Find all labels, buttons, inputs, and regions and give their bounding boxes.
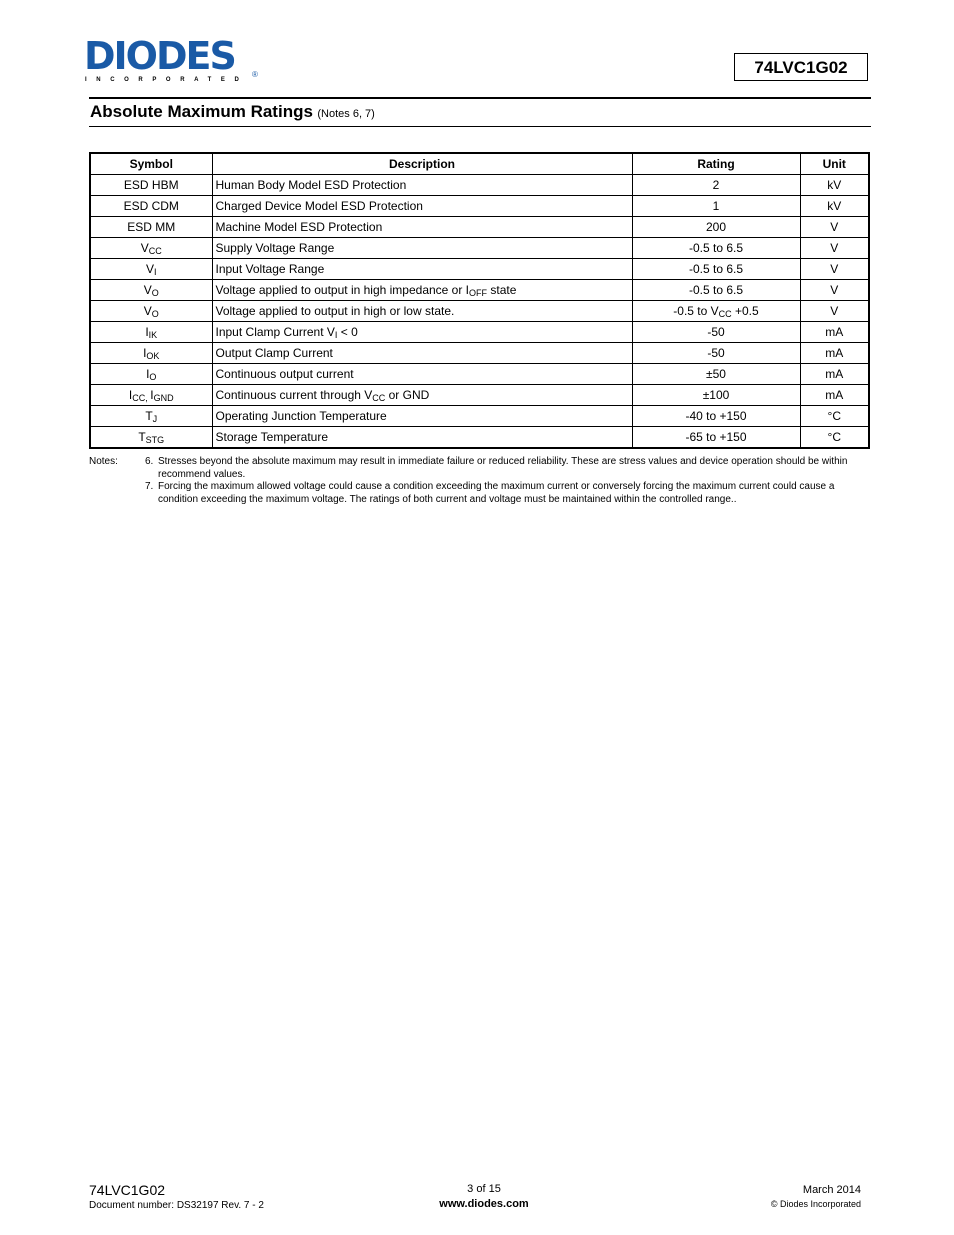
cell-description: Operating Junction Temperature bbox=[212, 406, 632, 427]
cell-rating: ±100 bbox=[632, 385, 800, 406]
cell-description: Human Body Model ESD Protection bbox=[212, 175, 632, 196]
section-rule bbox=[89, 126, 871, 127]
cell-symbol: ESD CDM bbox=[90, 196, 212, 217]
cell-rating: -65 to +150 bbox=[632, 427, 800, 449]
table-row bbox=[90, 175, 869, 196]
section-notes-ref: (Notes 6, 7) bbox=[317, 108, 375, 120]
part-number-box: 74LVC1G02 bbox=[734, 53, 868, 81]
header-unit: Unit bbox=[800, 153, 869, 175]
cell-description: Continuous output current bbox=[212, 364, 632, 385]
cell-rating: 200 bbox=[632, 217, 800, 238]
note-item bbox=[145, 456, 857, 481]
table-header-row bbox=[90, 153, 869, 175]
footer-document-number: Document number: DS32197 Rev. 7 - 2 bbox=[89, 1200, 264, 1211]
cell-rating: -0.5 to 6.5 bbox=[632, 259, 800, 280]
logo-subtitle: INCORPORATED bbox=[85, 77, 249, 83]
cell-description: Storage Temperature bbox=[212, 427, 632, 449]
cell-unit: mA bbox=[800, 364, 869, 385]
cell-unit: V bbox=[800, 238, 869, 259]
cell-symbol: $T_J$ bbox=[90, 406, 212, 427]
cell-description: Charged Device Model ESD Protection bbox=[212, 196, 632, 217]
note-item bbox=[145, 481, 857, 506]
note-text: Forcing the maximum allowed voltage could cause a condition exceeding the maximum current or conversely forcing the maximum current could cause a condition exceeding the maximum voltage. The ratings of both current and voltage must be maintained within the controlled range.. bbox=[158, 481, 835, 505]
cell-description: Continuous current through $V_{CC}$ or GND bbox=[212, 385, 632, 406]
cell-rating: 1 bbox=[632, 196, 800, 217]
table-row bbox=[90, 322, 869, 343]
section-title bbox=[90, 102, 375, 122]
cell-symbol: $T_{STG}$ bbox=[90, 427, 212, 449]
diodes-logo bbox=[84, 34, 264, 86]
note-number: 7. bbox=[145, 481, 154, 492]
cell-rating: -0.5 to $V_{CC} +0.5$ bbox=[632, 301, 800, 322]
cell-rating: ±50 bbox=[632, 364, 800, 385]
cell-description: Input Voltage Range bbox=[212, 259, 632, 280]
header-rule bbox=[89, 97, 871, 99]
table-row bbox=[90, 427, 869, 449]
cell-unit: kV bbox=[800, 196, 869, 217]
logo-registered-mark: ® bbox=[252, 70, 258, 79]
table-row bbox=[90, 301, 869, 322]
cell-unit: V bbox=[800, 217, 869, 238]
cell-symbol: $I_{CC,}$ $I_{GND}$ bbox=[90, 385, 212, 406]
cell-symbol: $V_I$ bbox=[90, 259, 212, 280]
table-row bbox=[90, 238, 869, 259]
note-number: 6. bbox=[145, 456, 154, 467]
header-rating: Rating bbox=[632, 153, 800, 175]
cell-unit: °C bbox=[800, 406, 869, 427]
table-row bbox=[90, 343, 869, 364]
table-row bbox=[90, 385, 869, 406]
cell-unit: kV bbox=[800, 175, 869, 196]
footer-date: March 2014 bbox=[802, 1184, 861, 1196]
footer-copyright: © Diodes Incorporated bbox=[770, 1199, 861, 1209]
cell-rating: 2 bbox=[632, 175, 800, 196]
cell-description: Supply Voltage Range bbox=[212, 238, 632, 259]
table-row bbox=[90, 217, 869, 238]
table-row bbox=[90, 364, 869, 385]
footer-page-number: 3 of 15 bbox=[467, 1183, 501, 1195]
cell-symbol: $I_O$ bbox=[90, 364, 212, 385]
note-text: Stresses beyond the absolute maximum may result in immediate failure or reduced reliability. These are stress values and device operation should be within recommend values. bbox=[158, 456, 848, 480]
cell-unit: mA bbox=[800, 385, 869, 406]
cell-symbol: $V_O$ bbox=[90, 280, 212, 301]
logo-wordmark: DIODES bbox=[84, 34, 235, 78]
notes-label: Notes: bbox=[89, 456, 118, 467]
footer-website-link[interactable]: www.diodes.com bbox=[439, 1198, 529, 1210]
cell-description: Voltage applied to output in high or low state. bbox=[212, 301, 632, 322]
cell-unit: V bbox=[800, 301, 869, 322]
cell-rating: -0.5 to 6.5 bbox=[632, 280, 800, 301]
header-description: Description bbox=[212, 153, 632, 175]
header-symbol: Symbol bbox=[90, 153, 212, 175]
cell-rating: -40 to +150 bbox=[632, 406, 800, 427]
cell-unit: °C bbox=[800, 427, 869, 449]
footer-part-number: 74LVC1G02 bbox=[89, 1182, 166, 1198]
cell-symbol: ESD MM bbox=[90, 217, 212, 238]
cell-symbol: $I_{OK}$ bbox=[90, 343, 212, 364]
table-row bbox=[90, 280, 869, 301]
cell-description: Machine Model ESD Protection bbox=[212, 217, 632, 238]
cell-rating: -50 bbox=[632, 343, 800, 364]
cell-rating: -50 bbox=[632, 322, 800, 343]
cell-symbol: $I_{IK}$ bbox=[90, 322, 212, 343]
table-row bbox=[90, 406, 869, 427]
cell-unit: mA bbox=[800, 343, 869, 364]
cell-unit: V bbox=[800, 280, 869, 301]
cell-symbol: ESD HBM bbox=[90, 175, 212, 196]
cell-unit: mA bbox=[800, 322, 869, 343]
section-title-text: Absolute Maximum Ratings bbox=[90, 102, 313, 121]
table-row bbox=[90, 259, 869, 280]
absolute-maximum-ratings-table bbox=[89, 152, 870, 449]
cell-description: Output Clamp Current bbox=[212, 343, 632, 364]
cell-symbol: $V_O$ bbox=[90, 301, 212, 322]
cell-symbol: $V_{CC}$ bbox=[90, 238, 212, 259]
cell-description: Voltage applied to output in high impedance or $I_{OFF}$ state bbox=[212, 280, 632, 301]
cell-unit: V bbox=[800, 259, 869, 280]
cell-description: Input Clamp Current $V_I < 0$ bbox=[212, 322, 632, 343]
cell-rating: -0.5 to 6.5 bbox=[632, 238, 800, 259]
table-row bbox=[90, 196, 869, 217]
